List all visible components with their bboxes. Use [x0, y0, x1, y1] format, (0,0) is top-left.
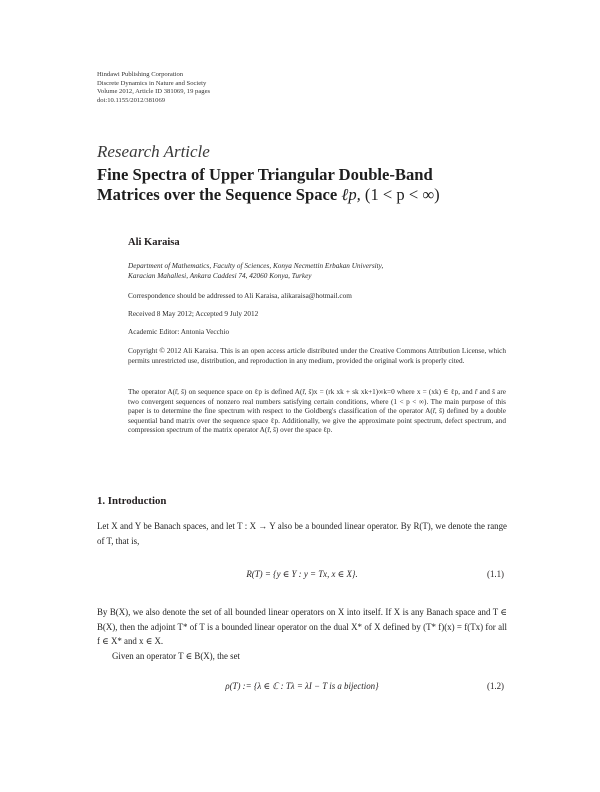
- volume-info: Volume 2012, Article ID 381069, 19 pages: [97, 88, 211, 96]
- intro-paragraph-2: By B(X), we also denote the set of all bounded linear operators on X into itself. If X is any Banach space and T ∈ B(X), then the adjoint T* of T is a bounded linear operator on the dual X* of X defined by (T* f)(x) = f(Tx) for all f ∈ X* and x ∈ X.: [97, 607, 507, 646]
- abstract: The operator A(r̃, s̃) on sequence space on ℓp is defined A(r̃, s̃)x = (rk xk + sk xk+1)∞k=0 where x = (xk) ∈ ℓp, and r̃ and s̃ are two convergent sequences of nonzero real numbers satisfying certain conditions, where (1 < p < ∞). The main purpose of this paper is to determine the fine spectrum with respect to the Goldberg's classification of the operator A(r̃, s̃) defined by a double sequential band matrix over the sequence space ℓp. Additionally, we give the approximate point spectrum, defect spectrum, and compression spectrum of the matrix operator A(r̃, s̃) over the space ℓp.: [128, 388, 506, 435]
- author-name: Ali Karaisa: [128, 237, 180, 248]
- equation-1-2-number: (1.2): [486, 681, 504, 691]
- doi: doi:10.1155/2012/381069: [97, 96, 166, 104]
- title-line-2-range: (1 < p < ∞): [364, 184, 440, 204]
- equation-1-1-number: (1.1): [486, 569, 504, 579]
- title-line-2-text: Matrices over the Sequence Space: [97, 184, 342, 204]
- received-accepted-dates: Received 8 May 2012; Accepted 9 July 2012: [128, 310, 259, 318]
- affiliation-line-1: Department of Mathematics, Faculty of Sciences, Konya Necmettin Erbakan University,: [128, 262, 384, 270]
- title-line-2-math: ℓp,: [341, 184, 365, 204]
- title-line-1: Fine Spectra of Upper Triangular Double-Band: [97, 165, 433, 184]
- title-line-2: [97, 185, 440, 205]
- section-heading: 1. Introduction: [97, 495, 167, 507]
- paper-title: [97, 165, 440, 204]
- intro-paragraph-3: Given an operator T ∈ B(X), the set: [112, 651, 240, 661]
- article-type: Research Article: [97, 142, 210, 161]
- journal-info: [97, 71, 210, 105]
- equation-1-1-body: R(T) = {y ∈ Y : y = Tx, x ∈ X}.: [246, 569, 358, 579]
- publisher: Hindawi Publishing Corporation: [97, 71, 184, 78]
- intro-paragraph-1: Let X and Y be Banach spaces, and let T : X → Y also be a bounded linear operator. By R(T), we denote the range of T, that is,: [97, 521, 507, 546]
- affiliation: [128, 262, 506, 281]
- equation-1-2-body: ρ(T) := {λ ∈ ℂ : Tλ = λI − T is a bijection}: [225, 681, 379, 691]
- correspondence: Correspondence should be addressed to Ali Karaisa, alikaraisa@hotmail.com: [128, 292, 352, 300]
- academic-editor: Academic Editor: Antonia Vecchio: [128, 328, 230, 336]
- copyright-notice: Copyright © 2012 Ali Karaisa. This is an open access article distributed under the Creative Commons Attribution License, which permits unrestricted use, distribution, and reproduction in any medium, provided the original work is properly cited.: [128, 347, 506, 365]
- journal-name: Discrete Dynamics in Nature and Society: [97, 79, 207, 87]
- affiliation-line-2: Karacian Mahallesi, Ankara Caddesi 74, 42060 Konya, Turkey: [128, 271, 312, 280]
